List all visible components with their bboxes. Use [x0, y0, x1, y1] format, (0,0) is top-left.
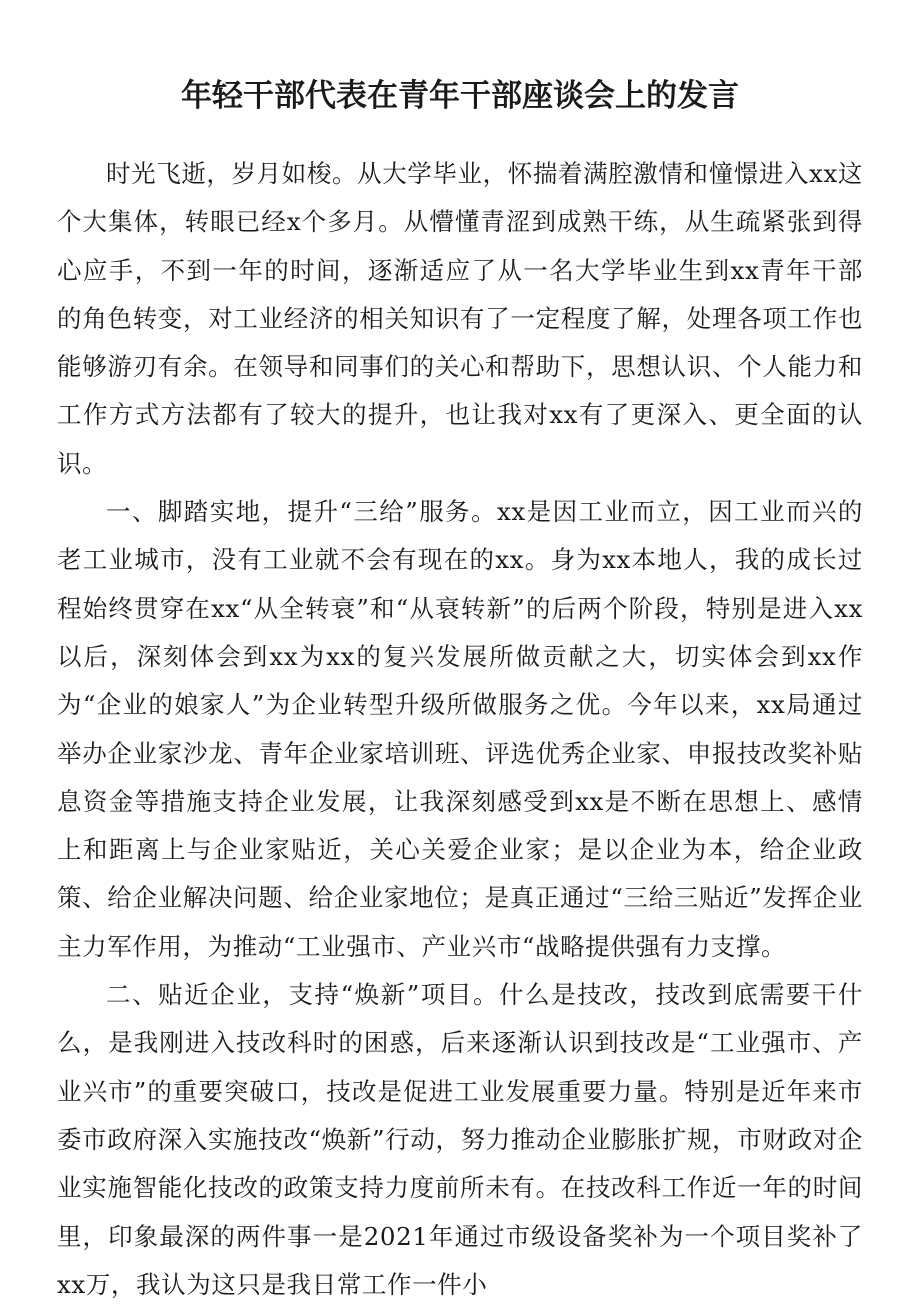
- paragraph-section-two: 二、贴近企业，支持“焕新”项目。什么是技改，技改到底需要干什么，是我刚进入技改科时的困惑，后来逐渐认识到技改是“工业强市、产业兴市”的重要突破口，技改是促进工业发展重要力量。特别是近年来市委市政府深入实施技改“焕新”行动，努力推动企业膨胀扩规，市财政对企业实施智能化技改的政策支持力度前所未有。在技改科工作近一年的时间里，印象最深的两件事一是2021年通过市级设备奖补为一个项目奖补了xx万，我认为这只是我日常工作一件小: [57, 980, 863, 1299]
- document-body: [57, 150, 863, 1309]
- paragraph-intro: 时光飞逝，岁月如梭。从大学毕业，怀揣着满腔激情和憧憬进入xx这个大集体，转眼已经x个多月。从懵懂青涩到成熟干练，从生疏紧张到得心应手，不到一年的时间，逐渐适应了从一名大学毕业生到xx青年干部的角色转变，对工业经济的相关知识有了一定程度了解，处理各项工作也能够游刃有余。在领导和同事们的关心和帮助下，思想认识、个人能力和工作方式方法都有了较大的提升，也让我对xx有了更深入、更全面的认识。: [57, 159, 863, 478]
- paragraph-section-one: 一、脚踏实地，提升“三给”服务。xx是因工业而立，因工业而兴的老工业城市，没有工业就不会有现在的xx。身为xx本地人，我的成长过程始终贯穿在xx“从全转衰”和“从衰转新”的后两个阶段，特别是进入xx以后，深刻体会到xx为xx的复兴发展所做贡献之大，切实体会到xx作为“企业的娘家人”为企业转型升级所做服务之优。今年以来，xx局通过举办企业家沙龙、青年企业家培训班、评选优秀企业家、申报技改奖补贴息资金等措施支持企业发展，让我深刻感受到xx是不断在思想上、感情上和距离上与企业家贴近，关心关爱企业家；是以企业为本，给企业政策、给企业解决问题、给企业家地位；是真正通过“三给三贴近”发挥企业主力军作用，为推动“工业强市、产业兴市“战略提供强有力支撑。: [57, 497, 863, 961]
- document-title: 年轻干部代表在青年干部座谈会上的发言: [181, 78, 739, 114]
